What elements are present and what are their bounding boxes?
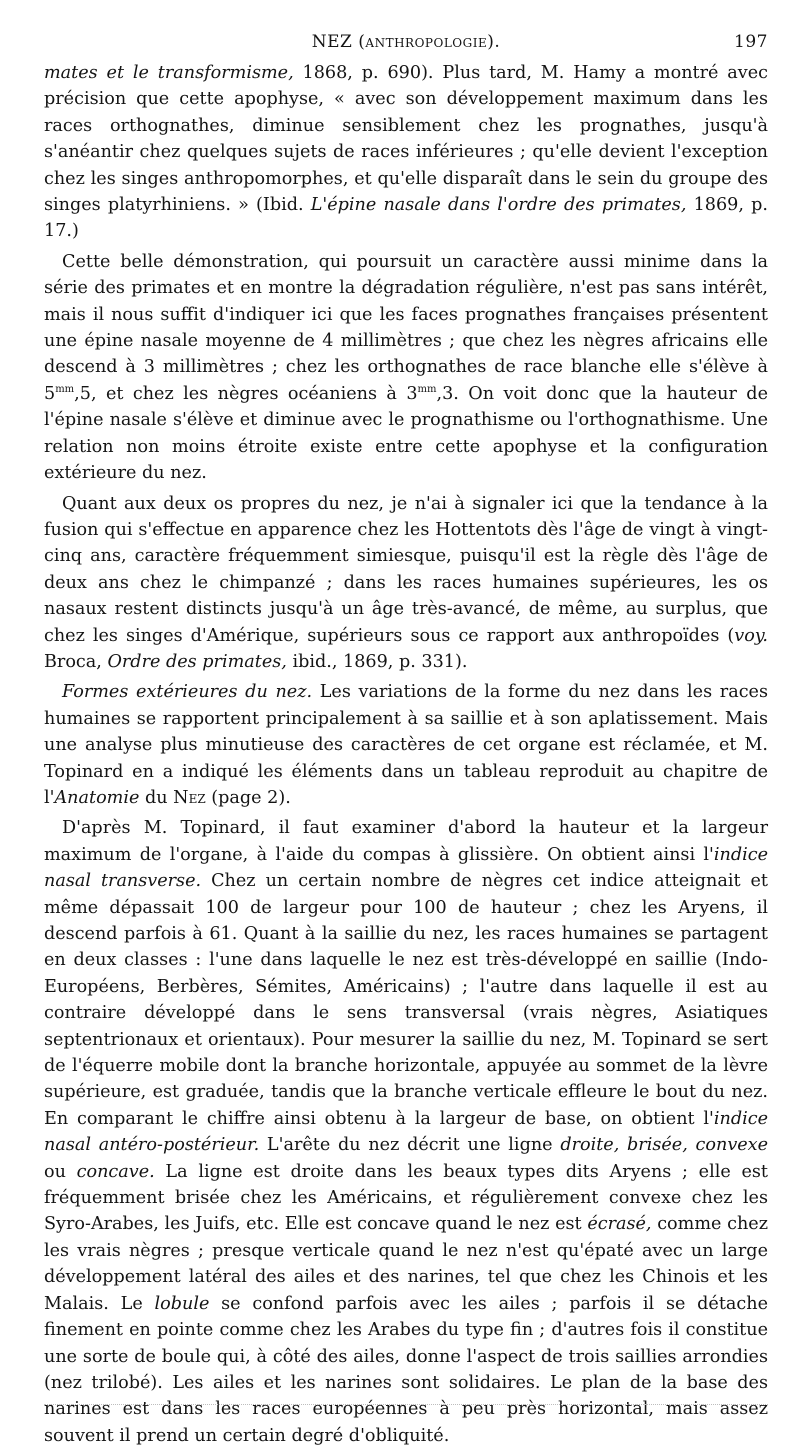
text-segment: ibid., 1869, p. 331). <box>286 651 468 672</box>
text-segment: du <box>139 787 174 808</box>
superscript: mm <box>417 384 437 396</box>
paragraph <box>44 679 768 811</box>
italic-text: droite, brisée, convexe <box>560 1135 768 1156</box>
paragraph <box>44 249 768 487</box>
header-title <box>44 32 768 52</box>
paragraph <box>44 60 768 245</box>
text-segment: comme chez les vrais nègres ; presque verticale quand le nez n'est qu'épaté avec un large développement latéral des ailes et des narines, tel que chez les Chinois et les Malais. Le <box>44 1214 768 1314</box>
text-segment: L'arête du nez décrit une ligne <box>259 1135 561 1156</box>
text-segment: Nez <box>173 787 206 808</box>
paragraph <box>44 815 768 1449</box>
italic-text: lobule <box>154 1293 210 1314</box>
header-title-main: NEZ <box>311 32 353 52</box>
text-segment: se confond parfois avec les ailes ; parfois il se détache finement en pointe comme chez les Arabes du type fin ; d'autres fois il constitue une sorte de boule qui, à côté des ailes, donne l'aspect de trois saillies arrondies (nez trilobé). Les ailes et les narines sont solidaires. Le plan de la base des narines est dans les races européennes à peu près horizontal, mais assez souvent il prend un certain degré d'obliquité. <box>44 1293 768 1446</box>
page <box>44 26 768 1449</box>
italic-text: écrasé, <box>587 1214 652 1235</box>
italic-text: mates et le transformisme, <box>44 63 294 83</box>
text-segment: Les variations de la forme du nez dans les races humaines se rapportent principalement à sa saillie et à son aplatissement. Mais une analyse plus minutieuse des caractères de cet organe est réclamée, et M. Topinard en a indiqué les éléments dans un tableau reproduit au chapitre de l' <box>44 682 768 808</box>
italic-text: voy. <box>734 625 768 646</box>
footer-rule <box>44 1404 768 1405</box>
text-segment: Broca, <box>44 651 108 672</box>
running-header <box>44 26 768 60</box>
text-segment: Cette belle démonstration, qui poursuit un caractère aussi minime dans la série des primates et en montre la dégradation régulière, n'est pas sans intérêt, mais il nous suffit d'indiquer ici que les faces prognathes françaises présentent une épine nasale moyenne de 4 millimètres ; que chez les nègres africains elle descend à 3 millimètres ; chez les orthognathes de race blanche elle s'élève à 5 <box>44 251 768 404</box>
text-segment: 1868, p. 690). Plus tard, M. Hamy a montré avec précision que cette apophyse, « avec son développement maximum dans les races orthognathes, diminue sensiblement chez les prognathes, jusqu'à s'anéantir chez quelques sujets de races inférieures ; qu'elle devient l'exception chez les singes anthropomorphes, et qu'elle disparaît dans le sein du groupe des singes platyrhiniens. » (Ibid. <box>44 63 768 216</box>
text-segment: 1869, p. 17.) <box>44 195 768 242</box>
text-segment: ou <box>44 1161 77 1182</box>
body-text <box>44 60 768 1449</box>
superscript: mm <box>55 384 75 396</box>
italic-text: L'épine nasale dans l'ordre des primates, <box>310 195 687 216</box>
text-segment: La ligne est droite dans les beaux types dits Aryens ; elle est fréquemment brisée chez les Américains, et régulièrement convexe chez les Syro-Arabes, les Juifs, etc. Elle est concave quand le nez est <box>44 1161 768 1235</box>
text-segment: ,3. On voit donc que la hauteur de l'épine nasale s'élève et diminue avec le prognathisme ou l'orthognathisme. Une relation non moins étroite existe entre cette apophyse et la configuration extérieure du nez. <box>44 383 768 484</box>
italic-text: Ordre des primates, <box>107 651 287 672</box>
italic-text: concave. <box>76 1161 155 1182</box>
header-title-sub: (anthropologie). <box>358 32 501 52</box>
text-segment: ,5, et chez les nègres océaniens à 3 <box>74 383 418 404</box>
text-segment: D'après M. Topinard, il faut examiner d'abord la hauteur et la largeur maximum de l'organe, à l'aide du compas à glissière. On obtient ainsi l' <box>44 818 768 865</box>
text-segment: Chez un certain nombre de nègres cet indice atteignait et même dépassait 100 de largeur pour 100 de hauteur ; chez les Aryens, il descend parfois à 61. Quant à la saillie du nez, les races humaines se partagent en deux classes : l'une dans laquelle le nez est très-développé en saillie (Indo-Européens, Berbères, Sémites, Américains) ; l'autre dans laquelle il est au contraire développé dans le sens transversal (vrais nègres, Asiatiques septentrionaux et orientaux). Pour mesurer la saillie du nez, M. Topinard se sert de l'équerre mobile dont la branche horizontale, appuyée au sommet de la lèvre supérieure, est graduée, tandis que la branche verticale effleure le bout du nez. En comparant le chiffre ainsi obtenu à la largeur de base, on obtient l' <box>44 871 768 1129</box>
text-segment: (page 2). <box>205 787 291 808</box>
text-segment: Quant aux deux os propres du nez, je n'ai à signaler ici que la tendance à la fusion qui s'effectue en apparence chez les Hottentots dès l'âge de vingt à vingt-cinq ans, caractère fréquemment simiesque, puisqu'il est la règle dès l'âge de deux ans chez le chimpanzé ; dans les races humaines supérieures, les os nasaux restent distincts jusqu'à un âge très-avancé, de même, au surplus, que chez les singes d'Amérique, supérieurs sous ce rapport aux anthropoïdes ( <box>44 493 768 646</box>
italic-text: Anatomie <box>54 787 140 808</box>
paragraph <box>44 491 768 676</box>
page-number: 197 <box>734 32 768 52</box>
italic-text: Formes extérieures du nez. <box>62 682 313 703</box>
italic-text: indice nasal antéro-postérieur. <box>44 1108 768 1156</box>
italic-text: indice nasal transverse. <box>44 844 768 892</box>
